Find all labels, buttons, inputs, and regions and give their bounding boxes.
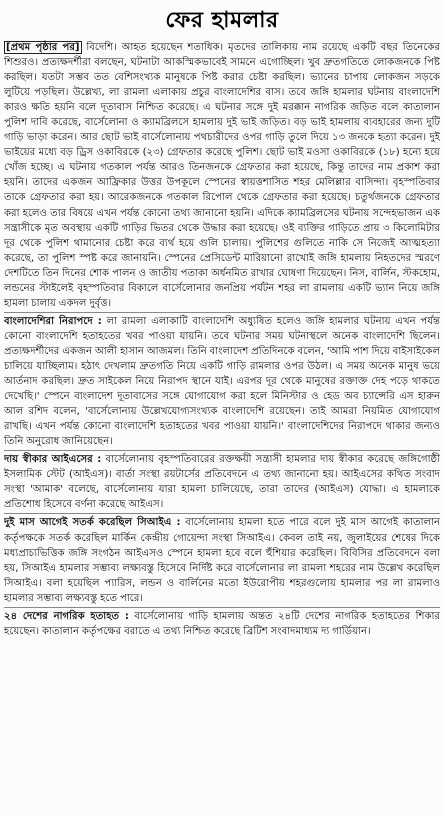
section-divider (4, 513, 440, 514)
intro-text: বিদেশি। আহত হয়েছেন শতাধিক। মৃতদের তালিকায় নাম রয়েছে একটি বছর তিনেকের শিশুরও। প্রত্যক্ষদর্শীরা বলছেন, ঘটনাটা আকস্মিকভাবেই সামনে এগোচ্ছিল। খুব দ্রুতগতিতে লোকজনকে পিষ্ট করছিল। যতটা সম্ভব তত বেশিসংখ্যক মানুষকে পিষ্ট করার চেষ্টা করছিল। ভ্যানের চাপায় লোকজন সড়কে লুটিয়ে পড়ছিল। উল্লেখ্য, লা রামলা এলাকায় প্রচুর বাংলাদেশির বাস। তবে জঙ্গি হামলার ঘটনায় বাংলাদেশি কারও ক্ষতি হয়নি বলে দূতাবাস নিশ্চিত করেছে। এ ঘটনার সঙ্গে দুই মরক্কান নাগরিক জড়িত বলে কাতালান পুলিশ দাবি করেছে, বার্সেলোনা ও ক্যামব্রিলসে হামলায় দুই ভাই জড়িত। বড় ভাই হামলায় ব্যবহারের জন্য দুটি গাড়ি ভাড়া করেন। আর ছোট ভাই বার্সেলোনায় পথচারীদের ওপর গাড়ি তুলে দিয়ে ১৩ জনকে হত্যা করেন। দুই ভাইয়ের মধ্যে বড় ড্রিস ওকাবিরকে (২৩) গ্রেফতার করেছে পুলিশ। ছোট ভাই মওসা ওকাবিরকে (১৮) হন্যে হয়ে খোঁজ হচ্ছে। এ ঘটনায় গতকাল পর্যন্ত আরও তিনজনকে গ্রেফতার করা হয়েছে, কিন্তু তাদের নাম প্রকাশ করা হয়নি। তাদের একজন আফ্রিকার উত্তর উপকূলে স্পেনের স্বায়ত্তশাসিত শহর মেলিল্লার বাসিন্দা। বৃহস্পতিবার তাকে গ্রেফতার করা হয়। আরেকজনকে গতকাল রিপোল থেকে গ্রেফতার করা হয়েছে। চতুর্থজনকে গ্রেফতার করা হলেও তার বিষয়ে এখন পর্যন্ত কোনো তথ্য জানানো হয়নি। এদিকে ক্যামব্রিলসের ঘটনায় সন্দেহভাজন এক সন্ত্রাসীকে মৃত অবস্থায় একটি গাড়ির ভিতর থেকে উদ্ধার করা হয়েছে। ওই ব্যক্তির গাড়িতে প্রায় ৩ কিলোমিটার দূর থেকে পুলিশ থামানোর চেষ্টা করে ব্যর্থ হয়ে গুলি চালায়। পুলিশের গুলিতে নাকি সে নিজেই আত্মহত্যা করেছে, তা পুলিশ স্পষ্ট করে জানায়নি। স্পেনের প্রেসিডেন্ট মারিয়ানো রাখোই জঙ্গি হামলায় নিহতদের স্মরণে দেশটিতে তিন দিনের শোক পালন ও জাতীয় পতাকা অর্ধনমিত রাখার ঘোষণা দিয়েছেন। নিস, বার্লিন, স্টকহোম, লন্ডনের স্টাইলেই বৃহস্পতিবার বিকালে বার্সেলোনার জনপ্রিয় পর্যটন শহর লা রামলায় একটি ভ্যান নিয়ে জঙ্গি হামলা চালায় একদল দুর্বৃত্ত। (4, 42, 440, 309)
headline-area (4, 2, 440, 40)
continued-from-label: [প্রথম পৃষ্ঠার পর] (6, 42, 80, 53)
section-heading: বাংলাদেশিরা নিরাপদে : (4, 315, 102, 327)
section-heading: দুই মাস আগেই সতর্ক করেছিল সিআইএ : (4, 517, 181, 529)
section-cia-warning (4, 515, 440, 605)
section-casualties (4, 609, 440, 639)
section-heading: দায় স্বীকার আইএসের : (4, 454, 102, 466)
section-is-claims (4, 452, 440, 512)
section-text: বার্সেলোনায় হামলা হতে পারে বলে দুই মাস আগেই কাতালান কর্তৃপক্ষকে সতর্ক করেছিল মার্কিন কেন্দ্রীয় গোয়েন্দা সংস্থা সিআইএ। কেবল তাই নয়, জুলাইয়ের শেষের দিকে মধ্যপ্রাচ্যভিত্তিক জঙ্গি সংগঠন আইএসও স্পেনে হামলা হবে বলে হুঁশিয়ার করেছিল। বিবিসির প্রতিবেদনে বলা হয়, সিআইএ হামলার সম্ভাব্য লক্ষ্যবস্তু হিসেবে নির্দিষ্ট করে বার্সেলোনার লা রামলা শহরের নাম উল্লেখ করেছিল সিআইএ। বলা হয়েছিল প্যারিস, লন্ডন ও বার্লিনের মতো ইউরোপীয় শহরগুলোয় হামলার পর লা রামলাও হামলার সম্ভাব্য লক্ষ্যবস্তু হতে পারে। (4, 517, 440, 604)
section-text: লা রামলা এলাকাটি বাংলাদেশি অধ্যুষিত হলেও জঙ্গি হামলার ঘটনায় এখন পর্যন্ত কোনো বাংলাদেশি হতাহতের খবর পাওয়া যায়নি। তবে ঘটনার সময় ঘটনাস্থলে অনেক বাংলাদেশি ছিলেন। প্রত্যক্ষদর্শীদের একজন আলী হাসান আজমল। তিনি বাংলাদেশ প্রতিদিনকে বলেন, 'আমি পাশ দিয়ে বাইসাইকেল চালিয়ে যাচ্ছিলাম। হঠাৎ দেখলাম দ্রুতগতি নিয়ে একটি গাড়ি রামলার ওপর উঠল। এ সময় অনেক মানুষ ভয়ে আর্তনাদ করছিল। দ্রুত সাইকেল নিয়ে নিরাপদ স্থানে যাই। এরপর দূর থেকে মানুষের রক্তাক্ত দেহ পড়ে থাকতে দেখেছি।' স্পেনে বাংলাদেশ দূতাবাসের সঙ্গে যোগাযোগ করা হলে মিনিস্টার ও হেড অব চ্যান্সেরি এস হারুন আল রশিদ বলেন, 'বার্সেলোনায় উল্লেখযোগ্যসংখ্যক বাংলাদেশি রয়েছেন। তাই আমরা নিয়মিত যোগাযোগ রাখছি। এখন পর্যন্ত কোনো বাংলাদেশি হতাহতের খবর পাওয়া যায়নি।' বাংলাদেশিদের নিরাপদে থাকার জন্যও তিনি অনুরোধ জানিয়েছেন। (4, 315, 440, 448)
section-text: বার্সেলোনায় বৃহস্পতিবারের রক্তক্ষয়ী সন্ত্রাসী হামলার দায় স্বীকার করেছে জঙ্গিগোষ্ঠী ইসলামিক স্টেট (আইএস)। বার্তা সংস্থা রয়টার্সের প্রতিবেদনে এ তথ্য জানানো হয়। আইএসের কথিত সংবাদ সংস্থা 'আমাক' বলেছে, বার্সেলোনায় যারা হামলা চালিয়েছে, তারা তাদের (আইএস) যোদ্ধা। এ হামলাকে প্রতিশোধ হিসেবে বর্ণনা করেছে আইএস। (4, 454, 440, 511)
section-text: বার্সেলোনায় গাড়ি হামলায় অন্তত ২৪টি দেশের নাগরিক হতাহতের শিকার হয়েছেন। কাতালান কর্তৃপক্ষের বরাতে এ তথ্য নিশ্চিত করেছে ব্রিটিশ সংবাদমাধ্যম দ্য গার্ডিয়ান। (4, 610, 440, 637)
section-divider (4, 450, 440, 451)
headline: ফের হামলার (165, 7, 279, 33)
section-bangladeshi-safe (4, 314, 440, 449)
intro-paragraph (4, 40, 440, 311)
section-divider (4, 312, 440, 313)
article-body (4, 40, 440, 814)
section-divider (4, 607, 440, 608)
section-heading: ২৪ দেশের নাগরিক হতাহত : (4, 610, 129, 622)
